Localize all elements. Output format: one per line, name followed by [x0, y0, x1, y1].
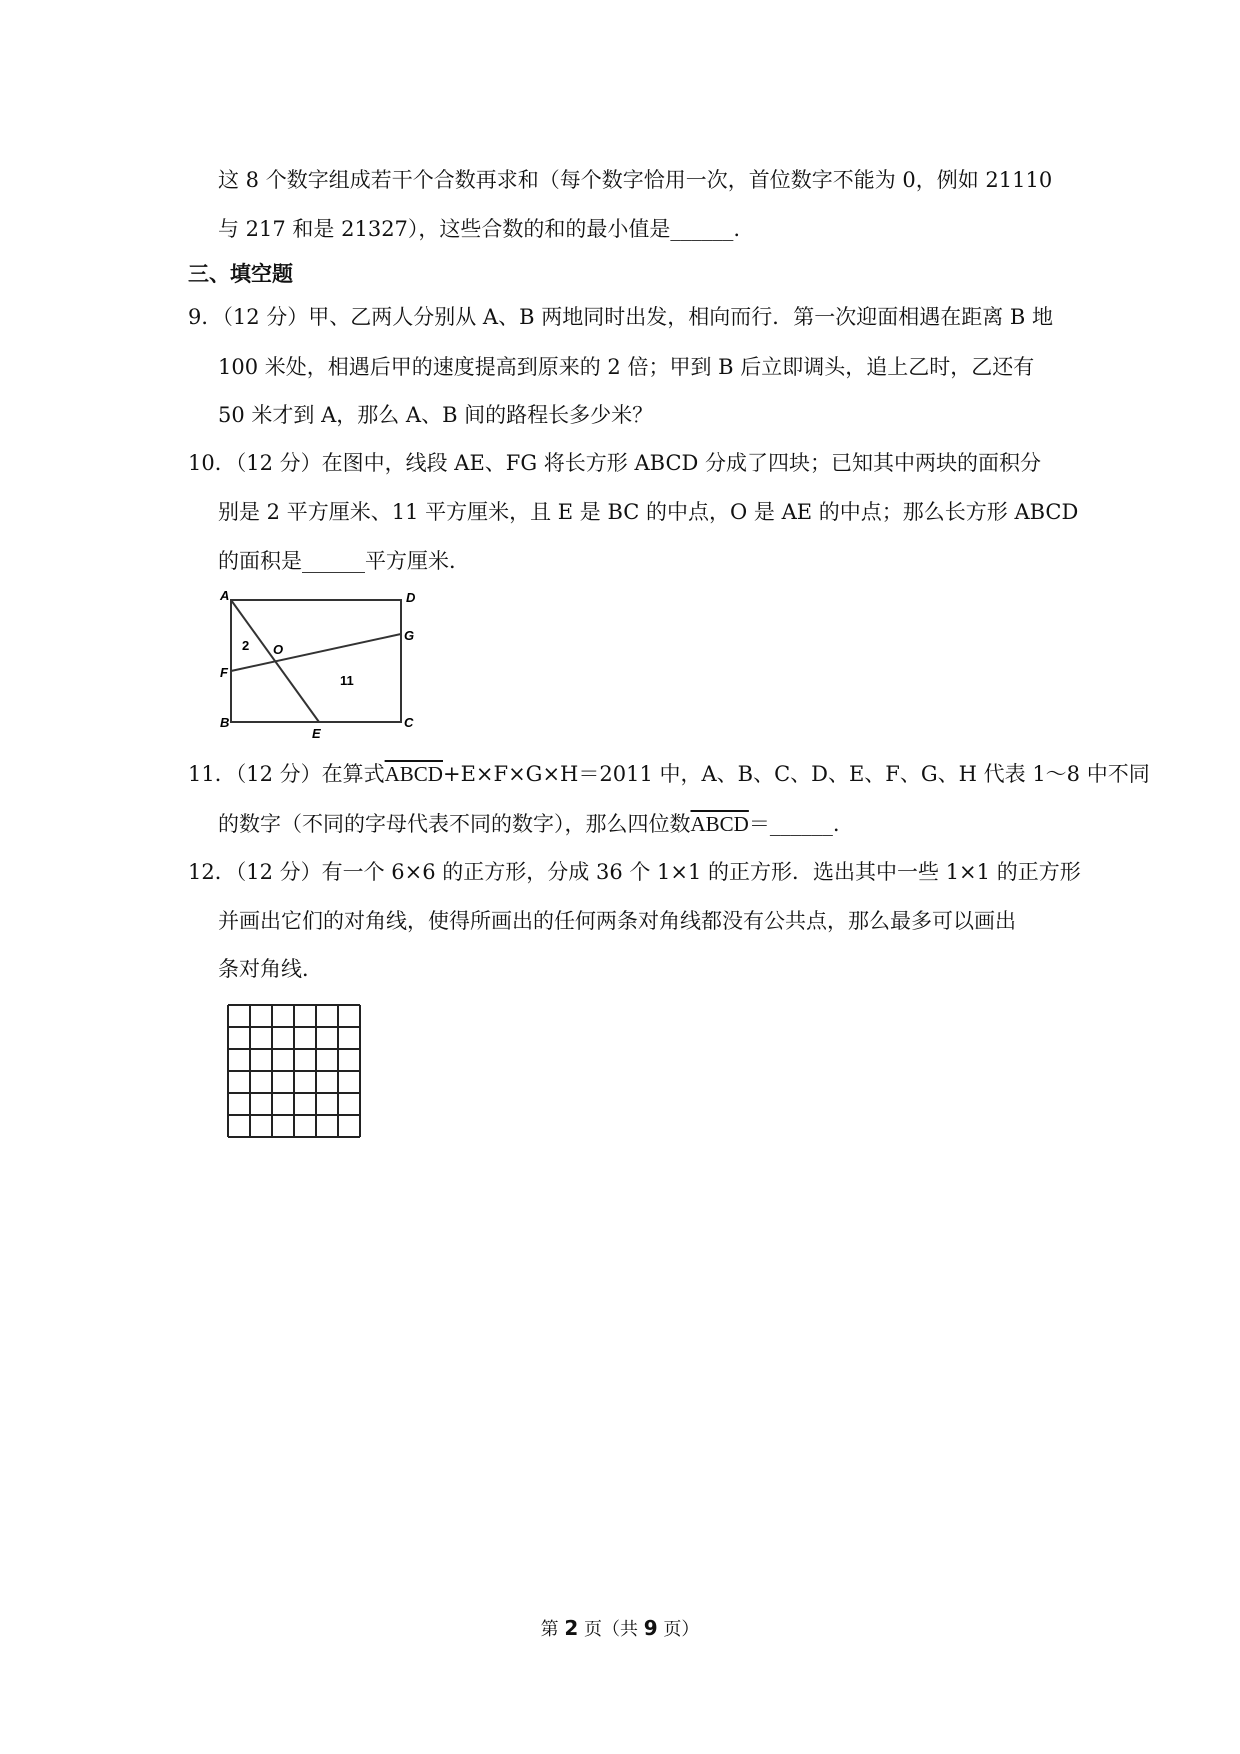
- area-label-2: 2: [242, 638, 250, 653]
- rectangle-figure: [218, 588, 418, 738]
- q9-line-3: 50 米才到 A，那么 A、B 间的路程长多少米？: [218, 403, 654, 427]
- q11-line2-suffix: ＝______.: [748, 812, 840, 836]
- footer-suffix: 页）: [657, 1619, 700, 1640]
- intro-line-1: 这 8 个数字组成若干个合数再求和（每个数字恰用一次，首位数字不能为 0，例如 21110: [218, 168, 1053, 192]
- q11-line2-prefix: 的数字（不同的字母代表不同的数字），那么四位数: [218, 812, 691, 836]
- q9-line-1: 9．（12 分）甲、乙两人分别从 A、B 两地同时出发，相向而行．第一次迎面相遇在距离 B 地: [188, 305, 1053, 329]
- area-label-11: 11: [340, 673, 354, 688]
- footer-middle: 页（共: [578, 1619, 644, 1640]
- q10-line-2: 别是 2 平方厘米、11 平方厘米，且 E 是 BC 的中点，O 是 AE 的中点；那么长方形 ABCD: [218, 500, 1079, 524]
- overline-abcd-2: ABCD: [690, 812, 749, 836]
- label-d: D: [406, 590, 416, 605]
- q12-line-1: 12．（12 分）有一个 6×6 的正方形，分成 36 个 1×1 的正方形．选出其中一些 1×1 的正方形: [188, 860, 1081, 884]
- overline-abcd: ABCD: [384, 762, 443, 786]
- q11-line-2: [218, 810, 840, 838]
- footer-page-number: 2: [564, 1616, 579, 1640]
- label-g: G: [404, 628, 415, 643]
- q9-line-2: 100 米处，相遇后甲的速度提高到原来的 2 倍；甲到 B 后立即调头，追上乙时，乙还有: [218, 355, 1035, 379]
- label-e: E: [312, 726, 321, 738]
- page-footer: [0, 1616, 1240, 1642]
- q10-line-3: 的面积是______平方厘米．: [218, 549, 470, 573]
- label-c: C: [404, 715, 414, 730]
- q12-line-3: 条对角线．: [218, 957, 323, 981]
- label-a: A: [220, 588, 230, 603]
- q12-line-2: 并画出它们的对角线，使得所画出的任何两条对角线都没有公共点，那么最多可以画出: [218, 909, 1016, 933]
- q10-line-1: 10．（12 分）在图中，线段 AE、FG 将长方形 ABCD 分成了四块；已知其中两块的面积分: [188, 451, 1042, 475]
- rectangle-abcd: [231, 600, 401, 722]
- q11-line-1: [188, 760, 1150, 788]
- q11-suffix: +E×F×G×H＝2011 中，A、B、C、D、E、F、G、H 代表 1～8 中不同: [442, 762, 1150, 786]
- six-by-six-grid: [226, 1003, 366, 1143]
- label-b: B: [220, 715, 230, 730]
- intro-line-2: 与 217 和是 21327），这些合数的和的最小值是______.: [218, 217, 741, 241]
- footer-prefix: 第: [540, 1619, 565, 1640]
- label-o: O: [273, 642, 284, 657]
- section-title: 三、填空题: [188, 262, 293, 286]
- footer-total-pages: 9: [643, 1616, 658, 1640]
- segment-fg: [231, 634, 401, 671]
- q11-prefix: 11．（12 分）在算式: [188, 762, 385, 786]
- label-f: F: [220, 665, 228, 680]
